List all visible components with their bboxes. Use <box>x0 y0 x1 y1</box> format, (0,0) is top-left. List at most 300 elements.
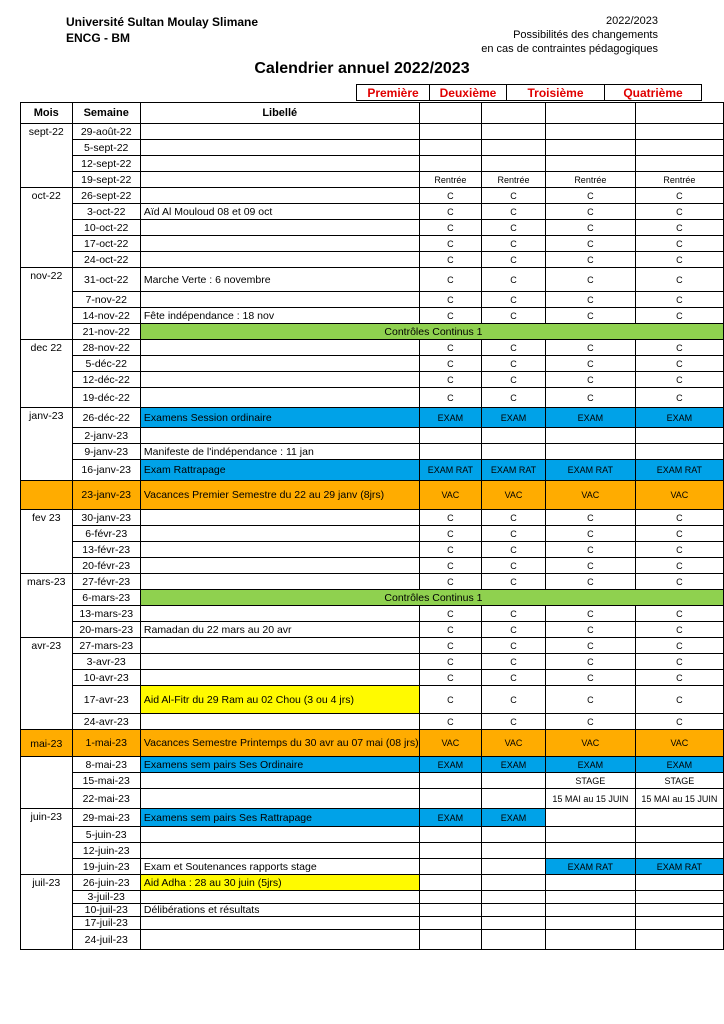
month-cell <box>21 356 73 372</box>
grade-cell-3: C <box>545 622 635 638</box>
grade-cell-1: C <box>419 526 482 542</box>
change-note-line1: Possibilités des changements <box>513 29 658 41</box>
grade-cell-4 <box>635 843 723 859</box>
label-cell <box>140 789 419 809</box>
label-cell <box>140 156 419 172</box>
grade-cell-1: C <box>419 606 482 622</box>
grade-cell-2: C <box>482 372 546 388</box>
column-grade-3 <box>545 103 635 124</box>
week-cell: 26-sept-22 <box>72 188 140 204</box>
month-cell: mars-23 <box>21 574 73 590</box>
label-cell: Exam et Soutenances rapports stage <box>140 859 419 875</box>
grade-cell-1 <box>419 827 482 843</box>
grade-cell-4: VAC <box>635 730 723 757</box>
grade-cell-3: VAC <box>545 481 635 510</box>
grade-cell-3: C <box>545 252 635 268</box>
grade-cell-1: C <box>419 340 482 356</box>
grade-cell-3: EXAM <box>545 408 635 428</box>
label-cell <box>140 236 419 252</box>
table-row <box>21 843 724 859</box>
week-cell: 22-mai-23 <box>72 789 140 809</box>
grade-cell-4: C <box>635 510 723 526</box>
label-cell <box>140 843 419 859</box>
grade-cell-2 <box>482 827 546 843</box>
label-cell <box>140 252 419 268</box>
month-cell <box>21 428 73 444</box>
week-cell: 7-nov-22 <box>72 292 140 308</box>
grade-cell-4: EXAM RAT <box>635 859 723 875</box>
week-cell: 26-juin-23 <box>72 875 140 891</box>
grade-cell-1 <box>419 428 482 444</box>
month-cell <box>21 859 73 875</box>
grade-cell-1 <box>419 930 482 950</box>
week-cell: 8-mai-23 <box>72 757 140 773</box>
grade-cell-1: C <box>419 356 482 372</box>
table-row <box>21 827 724 843</box>
header-left <box>66 14 258 46</box>
grade-cell-3 <box>545 809 635 827</box>
grade-cell-2: C <box>482 670 546 686</box>
label-cell: Vacances Semestre Printemps du 30 avr au 07 mai (08 jrs) <box>140 730 419 757</box>
grade-cell-1: VAC <box>419 481 482 510</box>
month-cell <box>21 930 73 950</box>
grade-cell-4 <box>635 904 723 917</box>
grade-cell-2: C <box>482 654 546 670</box>
month-cell <box>21 526 73 542</box>
grade-cell-4: C <box>635 686 723 714</box>
grade-cell-2: C <box>482 388 546 408</box>
label-cell <box>140 638 419 654</box>
grade-cell-2: C <box>482 714 546 730</box>
grade-cell-1: C <box>419 638 482 654</box>
table-row <box>21 460 724 481</box>
grade-cell-4 <box>635 428 723 444</box>
grade-cell-3: C <box>545 236 635 252</box>
grade-cell-4 <box>635 917 723 930</box>
page-title: Calendrier annuel 2022/2023 <box>254 60 470 77</box>
grade-cell-1 <box>419 140 482 156</box>
grade-cell-2 <box>482 859 546 875</box>
table-row <box>21 292 724 308</box>
week-cell: 24-oct-22 <box>72 252 140 268</box>
week-cell: 10-avr-23 <box>72 670 140 686</box>
grade-cell-3: EXAM <box>545 757 635 773</box>
grade-cell-2: EXAM RAT <box>482 460 546 481</box>
table-row <box>21 372 724 388</box>
column-grade-4 <box>635 103 723 124</box>
label-cell <box>140 356 419 372</box>
table-row <box>21 859 724 875</box>
month-cell <box>21 757 73 773</box>
table-row <box>21 388 724 408</box>
grade-cell-2: C <box>482 686 546 714</box>
grade-cell-4 <box>635 124 723 140</box>
grade-cell-4: EXAM <box>635 408 723 428</box>
label-cell <box>140 510 419 526</box>
table-row <box>21 773 724 789</box>
week-cell: 6-févr-23 <box>72 526 140 542</box>
label-cell <box>140 292 419 308</box>
change-note-line2: en cas de contraintes pédagogiques <box>481 43 658 55</box>
grade-cell-1: Rentrée <box>419 172 482 188</box>
month-cell <box>21 388 73 408</box>
label-cell <box>140 930 419 950</box>
label-cell <box>140 917 419 930</box>
week-cell: 5-déc-22 <box>72 356 140 372</box>
grade-cell-4: VAC <box>635 481 723 510</box>
week-cell: 14-nov-22 <box>72 308 140 324</box>
table-row <box>21 140 724 156</box>
grade-cell-1 <box>419 789 482 809</box>
grade-cell-2 <box>482 156 546 172</box>
month-cell <box>21 843 73 859</box>
week-cell: 16-janv-23 <box>72 460 140 481</box>
grade-cell-3 <box>545 156 635 172</box>
month-cell <box>21 481 73 510</box>
month-cell <box>21 252 73 268</box>
grade-cell-3 <box>545 917 635 930</box>
grade-cell-4: Rentrée <box>635 172 723 188</box>
table-row <box>21 308 724 324</box>
grade-cell-4: C <box>635 340 723 356</box>
grade-cell-2: C <box>482 622 546 638</box>
label-cell: Examens sem pairs Ses Rattrapage <box>140 809 419 827</box>
label-cell: Examens Session ordinaire <box>140 408 419 428</box>
grade-cell-4: EXAM <box>635 757 723 773</box>
label-cell: Marche Verte : 6 novembre <box>140 268 419 292</box>
grade-cell-3: C <box>545 606 635 622</box>
grade-cell-1: C <box>419 372 482 388</box>
month-cell <box>21 891 73 904</box>
label-cell <box>140 606 419 622</box>
grade-cell-1: C <box>419 252 482 268</box>
week-cell: 30-janv-23 <box>72 510 140 526</box>
column-grade-2 <box>482 103 546 124</box>
academic-year: 2022/2023 <box>606 15 658 27</box>
month-cell <box>21 542 73 558</box>
grade-deuxieme: Deuxième <box>430 85 507 101</box>
column-mois: Mois <box>21 103 73 124</box>
grade-cell-1: C <box>419 714 482 730</box>
grade-cell-2: VAC <box>482 730 546 757</box>
grade-cell-4: C <box>635 204 723 220</box>
grade-cell-1: C <box>419 670 482 686</box>
grade-cell-2: C <box>482 510 546 526</box>
grade-cell-4 <box>635 156 723 172</box>
table-row <box>21 156 724 172</box>
label-cell <box>140 188 419 204</box>
grade-cell-2: C <box>482 558 546 574</box>
label-cell <box>140 714 419 730</box>
month-cell <box>21 140 73 156</box>
grade-cell-1: C <box>419 574 482 590</box>
grade-cell-3: C <box>545 638 635 654</box>
grade-cell-3 <box>545 891 635 904</box>
grade-cell-4: C <box>635 670 723 686</box>
calendar-body <box>21 124 724 950</box>
grade-cell-3: C <box>545 686 635 714</box>
grade-cell-2: C <box>482 638 546 654</box>
grade-cell-3 <box>545 124 635 140</box>
table-row <box>21 428 724 444</box>
grade-cell-1 <box>419 773 482 789</box>
week-cell: 28-nov-22 <box>72 340 140 356</box>
label-cell <box>140 388 419 408</box>
label-cell <box>140 372 419 388</box>
week-cell: 24-avr-23 <box>72 714 140 730</box>
grade-cell-4: C <box>635 236 723 252</box>
grade-cell-3: C <box>545 292 635 308</box>
grade-cell-2: C <box>482 268 546 292</box>
grade-cell-3 <box>545 904 635 917</box>
week-cell: 19-juin-23 <box>72 859 140 875</box>
week-cell: 19-sept-22 <box>72 172 140 188</box>
week-cell: 17-oct-22 <box>72 236 140 252</box>
grade-cell-1: EXAM <box>419 408 482 428</box>
week-cell: 10-oct-22 <box>72 220 140 236</box>
label-cell <box>140 220 419 236</box>
label-cell <box>140 773 419 789</box>
grade-cell-4: C <box>635 388 723 408</box>
grade-cell-3: C <box>545 388 635 408</box>
table-row <box>21 356 724 372</box>
label-cell: Vacances Premier Semestre du 22 au 29 janv (8jrs) <box>140 481 419 510</box>
week-cell: 24-juil-23 <box>72 930 140 950</box>
table-row <box>21 220 724 236</box>
grade-cell-1 <box>419 859 482 875</box>
month-cell: dec 22 <box>21 340 73 356</box>
label-cell: Aid Al-Fitr du 29 Ram au 02 Chou (3 ou 4 jrs) <box>140 686 419 714</box>
grade-cell-2 <box>482 917 546 930</box>
grade-cell-4: C <box>635 268 723 292</box>
month-cell <box>21 590 73 606</box>
grade-cell-2: C <box>482 220 546 236</box>
grade-cell-4: C <box>635 252 723 268</box>
grade-cell-2 <box>482 140 546 156</box>
grade-cell-2: EXAM <box>482 809 546 827</box>
grade-cell-1: C <box>419 542 482 558</box>
week-cell: 9-janv-23 <box>72 444 140 460</box>
grade-cell-1: C <box>419 388 482 408</box>
grade-cell-2: C <box>482 542 546 558</box>
month-cell <box>21 444 73 460</box>
grade-cell-3: 15 MAI au 15 JUIN <box>545 789 635 809</box>
grade-cell-1: C <box>419 654 482 670</box>
table-row <box>21 757 724 773</box>
week-cell: 10-juil-23 <box>72 904 140 917</box>
grade-cell-4: C <box>635 220 723 236</box>
month-cell <box>21 236 73 252</box>
grade-cell-1: C <box>419 236 482 252</box>
week-cell: 23-janv-23 <box>72 481 140 510</box>
grade-quatrieme: Quatrième <box>605 85 702 101</box>
grade-cell-4 <box>635 809 723 827</box>
grade-cell-4: STAGE <box>635 773 723 789</box>
grade-cell-3 <box>545 444 635 460</box>
week-cell: 17-avr-23 <box>72 686 140 714</box>
grade-cell-2 <box>482 875 546 891</box>
month-cell <box>21 773 73 789</box>
grade-cell-2 <box>482 773 546 789</box>
grade-cell-2: C <box>482 606 546 622</box>
grade-cell-1: EXAM <box>419 809 482 827</box>
table-row <box>21 789 724 809</box>
grade-cell-2: EXAM <box>482 408 546 428</box>
table-row <box>21 891 724 904</box>
grade-cell-4: C <box>635 542 723 558</box>
month-cell <box>21 827 73 843</box>
grade-cell-2: C <box>482 292 546 308</box>
week-cell: 5-sept-22 <box>72 140 140 156</box>
grade-cell-4: C <box>635 308 723 324</box>
grade-troisieme: Troisième <box>507 85 605 101</box>
table-row <box>21 654 724 670</box>
grade-cell-3: C <box>545 220 635 236</box>
header-right <box>481 14 658 56</box>
grade-cell-3: C <box>545 574 635 590</box>
label-cell <box>140 542 419 558</box>
table-row <box>21 904 724 917</box>
grade-cell-3: C <box>545 372 635 388</box>
grade-cell-3: Rentrée <box>545 172 635 188</box>
grade-cell-4: C <box>635 372 723 388</box>
grade-cell-2: C <box>482 340 546 356</box>
label-cell <box>140 827 419 843</box>
table-row <box>21 606 724 622</box>
grade-cell-4: C <box>635 622 723 638</box>
table-row <box>21 172 724 188</box>
grade-cell-4 <box>635 930 723 950</box>
grade-cell-4: C <box>635 574 723 590</box>
column-libelle: Libellé <box>140 103 419 124</box>
month-cell <box>21 156 73 172</box>
grade-cell-3: EXAM RAT <box>545 460 635 481</box>
week-cell: 1-mai-23 <box>72 730 140 757</box>
grade-cell-3 <box>545 140 635 156</box>
grade-cell-4: C <box>635 526 723 542</box>
table-row <box>21 188 724 204</box>
table-row <box>21 875 724 891</box>
week-cell: 17-juil-23 <box>72 917 140 930</box>
week-cell: 29-août-22 <box>72 124 140 140</box>
grade-cell-4: C <box>635 606 723 622</box>
grade-cell-3 <box>545 843 635 859</box>
grade-cell-3 <box>545 827 635 843</box>
week-cell: 13-mars-23 <box>72 606 140 622</box>
month-cell: oct-22 <box>21 188 73 204</box>
month-cell: sept-22 <box>21 124 73 140</box>
label-cell <box>140 558 419 574</box>
grade-cell-3: STAGE <box>545 773 635 789</box>
table-row <box>21 526 724 542</box>
table-row <box>21 558 724 574</box>
week-cell: 12-juin-23 <box>72 843 140 859</box>
grade-cell-1 <box>419 156 482 172</box>
grade-cell-1 <box>419 917 482 930</box>
grade-cell-3 <box>545 875 635 891</box>
table-row <box>21 408 724 428</box>
grade-cell-4: C <box>635 188 723 204</box>
column-semaine: Semaine <box>72 103 140 124</box>
table-row <box>21 542 724 558</box>
table-row <box>21 686 724 714</box>
month-cell <box>21 606 73 622</box>
grade-cell-3: C <box>545 510 635 526</box>
grade-cell-2 <box>482 891 546 904</box>
week-cell: 21-nov-22 <box>72 324 140 340</box>
week-cell: 19-déc-22 <box>72 388 140 408</box>
grade-cell-1: C <box>419 292 482 308</box>
table-row <box>21 124 724 140</box>
table-row <box>21 510 724 526</box>
table-row <box>21 481 724 510</box>
grade-cell-2: C <box>482 188 546 204</box>
month-cell <box>21 204 73 220</box>
table-row <box>21 670 724 686</box>
week-cell: 26-déc-22 <box>72 408 140 428</box>
label-cell: Fête indépendance : 18 nov <box>140 308 419 324</box>
column-grade-1 <box>419 103 482 124</box>
month-cell <box>21 904 73 917</box>
month-cell <box>21 670 73 686</box>
grade-cell-2: C <box>482 308 546 324</box>
grade-cell-1 <box>419 875 482 891</box>
grade-cell-1: C <box>419 622 482 638</box>
grade-cell-1: EXAM RAT <box>419 460 482 481</box>
grade-cell-2 <box>482 930 546 950</box>
table-row <box>21 574 724 590</box>
month-cell <box>21 292 73 308</box>
grade-cell-2: C <box>482 526 546 542</box>
grade-cell-4 <box>635 140 723 156</box>
week-cell: 6-mars-23 <box>72 590 140 606</box>
grade-cell-4: C <box>635 714 723 730</box>
label-cell: Ramadan du 22 mars au 20 avr <box>140 622 419 638</box>
label-cell <box>140 124 419 140</box>
controls-band: Contrôles Continus 1 <box>140 590 723 606</box>
label-cell <box>140 670 419 686</box>
label-cell: Délibérations et résultats <box>140 904 419 917</box>
week-cell: 3-avr-23 <box>72 654 140 670</box>
month-cell <box>21 622 73 638</box>
grade-cell-2: C <box>482 252 546 268</box>
calendar-table <box>20 102 724 950</box>
week-cell: 20-févr-23 <box>72 558 140 574</box>
month-cell <box>21 558 73 574</box>
table-row <box>21 324 724 340</box>
university-name: Université Sultan Moulay Slimane <box>66 15 259 29</box>
table-row <box>21 236 724 252</box>
grade-cell-4 <box>635 444 723 460</box>
grade-header-row <box>356 84 702 101</box>
week-cell: 12-déc-22 <box>72 372 140 388</box>
grade-cell-2 <box>482 444 546 460</box>
grade-cell-3: VAC <box>545 730 635 757</box>
table-row <box>21 917 724 930</box>
month-cell <box>21 789 73 809</box>
grade-cell-4: C <box>635 558 723 574</box>
grade-cell-3 <box>545 428 635 444</box>
grade-cell-2 <box>482 789 546 809</box>
label-cell: Manifeste de l'indépendance : 11 jan <box>140 444 419 460</box>
label-cell <box>140 172 419 188</box>
week-cell: 12-sept-22 <box>72 156 140 172</box>
grade-cell-1: C <box>419 268 482 292</box>
label-cell: Exam Rattrapage <box>140 460 419 481</box>
month-cell: mai-23 <box>21 730 73 757</box>
week-cell: 13-févr-23 <box>72 542 140 558</box>
label-cell <box>140 140 419 156</box>
